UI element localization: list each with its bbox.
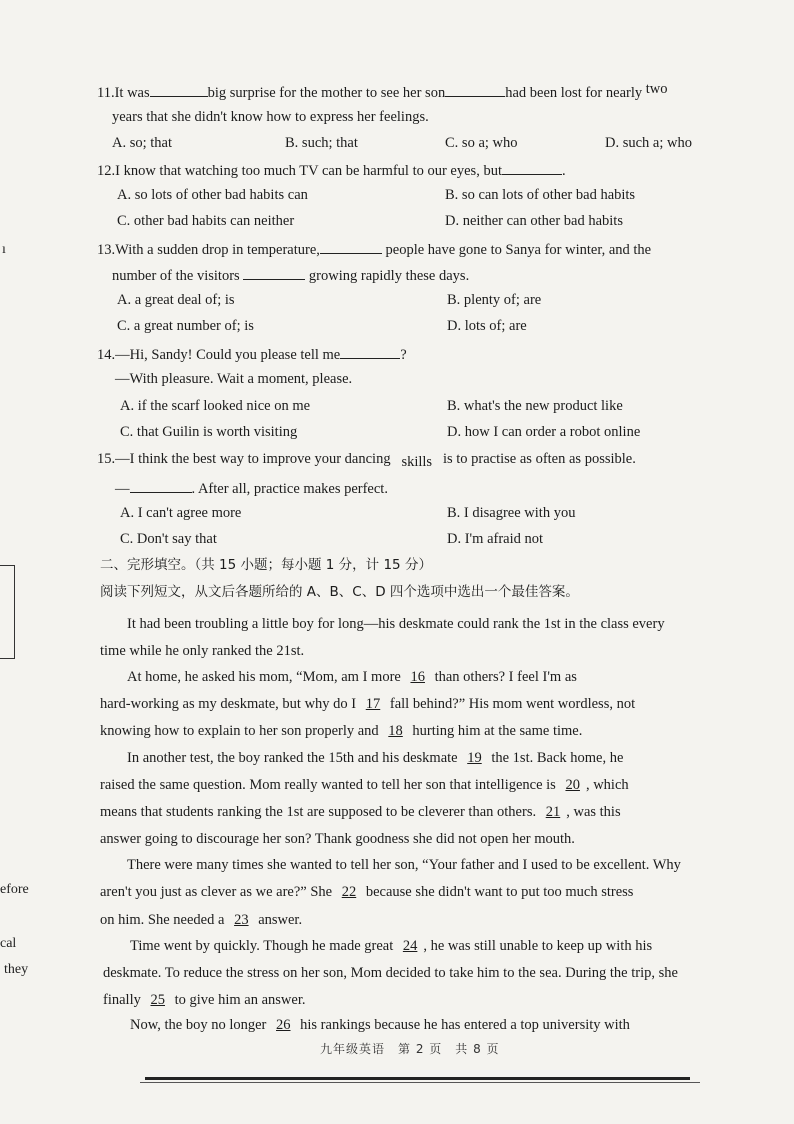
q13-stem-b: people have gone to Sanya for winter, and the xyxy=(385,242,652,258)
q15-reply-b: . After all, practice makes perfect. xyxy=(191,481,388,497)
q13-stem-c: number of the visitors xyxy=(112,268,240,284)
passage-text: , was this xyxy=(566,804,621,820)
passage-text: means that students ranking the 1st are supposed to be cleverer than others. xyxy=(100,804,537,820)
q11-option-b: B. such; that xyxy=(285,135,358,151)
passage-text: Time went by quickly. Though he made great xyxy=(130,938,394,954)
passage-p5-line1 xyxy=(130,939,652,954)
q14-option-a: A. if the scarf looked nice on me xyxy=(120,398,311,414)
q13-stem-a: 13.With a sudden drop in temperature, xyxy=(97,242,320,258)
q11-stem-d: two xyxy=(645,81,668,97)
margin-fragment-cal: cal xyxy=(0,936,17,951)
q14-option-d: D. how I can order a robot online xyxy=(447,424,641,440)
q15-stem-a: 15.—I think the best way to improve your dancing xyxy=(97,451,391,467)
footer-rule-thin xyxy=(140,1082,700,1083)
margin-bracket xyxy=(0,565,15,659)
q14-stem xyxy=(97,346,407,363)
q15-reply xyxy=(115,480,388,497)
q15-stem-b: skills xyxy=(401,454,433,470)
passage-text: raised the same question. Mom really wanted to tell her son that intelligence is xyxy=(100,777,556,793)
q15-option-b: B. I disagree with you xyxy=(447,505,576,521)
cloze-blank-23: 23 xyxy=(234,912,249,928)
cloze-blank-25: 25 xyxy=(150,992,165,1008)
q15-option-c: C. Don't say that xyxy=(120,531,217,547)
q13-option-a: A. a great deal of; is xyxy=(117,292,235,308)
q14-blank xyxy=(340,346,400,359)
passage-p2-line3 xyxy=(100,724,582,739)
q13-option-d: D. lots of; are xyxy=(447,318,527,334)
q14-stem-a: 14.—Hi, Sandy! Could you please tell me xyxy=(97,347,341,363)
q12-option-b: B. so can lots of other bad habits xyxy=(445,187,636,203)
cloze-blank-19: 19 xyxy=(467,750,482,766)
footer-rule xyxy=(145,1077,690,1080)
q12-option-c: C. other bad habits can neither xyxy=(117,213,295,229)
q12-option-d: D. neither can other bad habits xyxy=(445,213,623,229)
section2-instruction: 阅读下列短文，从文后各题所给的 A、B、C、D 四个选项中选出一个最佳答案。 xyxy=(100,584,579,600)
cloze-blank-22: 22 xyxy=(341,884,357,900)
passage-text: the 1st. Back home, he xyxy=(491,750,624,766)
passage-text: , he was still unable to keep up with his xyxy=(423,938,653,954)
q14-option-b: B. what's the new product like xyxy=(447,398,623,414)
cloze-blank-26: 26 xyxy=(276,1017,291,1033)
q15-stem xyxy=(97,451,636,470)
passage-text: hurting him at the same time. xyxy=(412,723,583,739)
q11-stem-a: 11.It was xyxy=(97,85,150,101)
section2-heading: 二、完形填空。（共 15 小题；每小题 1 分，计 15 分） xyxy=(100,557,432,573)
passage-text: finally xyxy=(103,992,141,1008)
q13-line1 xyxy=(97,241,651,258)
q11-option-c: C. so a; who xyxy=(445,135,518,151)
q11-blank-1 xyxy=(150,84,208,97)
q11-line1 xyxy=(97,81,668,101)
q12-blank xyxy=(502,162,562,175)
q14-option-c: C. that Guilin is worth visiting xyxy=(120,424,298,440)
passage-text: fall behind?” His mom went wordless, not xyxy=(389,696,636,712)
q13-line2 xyxy=(112,267,469,284)
margin-fragment-efore: efore xyxy=(0,882,29,897)
passage-p5-line3 xyxy=(103,993,306,1008)
q13-stem-d: growing rapidly these days. xyxy=(308,268,470,284)
passage-text: , which xyxy=(585,777,629,793)
passage-text: his rankings because he has entered a top university with xyxy=(300,1017,630,1033)
q12-stem-a: 12.I know that watching too much TV can be harmful to our eyes, but xyxy=(97,163,502,179)
passage-p3-line2 xyxy=(100,778,629,793)
q15-blank xyxy=(130,480,192,493)
passage-p1-line1: It had been troubling a little boy for long—his deskmate could rank the 1st in the class every xyxy=(127,616,665,632)
q11-blank-2 xyxy=(445,84,505,97)
passage-text: aren't you just as clever as we are?” She xyxy=(100,884,333,900)
cloze-blank-18: 18 xyxy=(388,723,403,739)
page-footer: 九年级英语 第 2 页 共 8 页 xyxy=(320,1042,500,1056)
q11-line2: years that she didn't know how to express her feelings. xyxy=(112,109,429,125)
passage-p3-line1 xyxy=(127,751,623,766)
q15-stem-c: is to practise as often as possible. xyxy=(442,451,636,467)
q11-stem-b: big surprise for the mother to see her son xyxy=(207,85,446,101)
q15-reply-dash: — xyxy=(115,481,130,497)
cloze-blank-21: 21 xyxy=(545,804,561,820)
passage-text: hard-working as my deskmate, but why do I xyxy=(100,696,357,712)
cloze-blank-20: 20 xyxy=(565,777,580,793)
passage-text: At home, he asked his mom, “Mom, am I more xyxy=(127,669,401,685)
passage-text: to give him an answer. xyxy=(174,992,306,1008)
passage-text: In another test, the boy ranked the 15th and his deskmate xyxy=(127,750,458,766)
margin-fragment-they: they xyxy=(4,962,29,977)
q14-stem-b: ? xyxy=(400,347,407,363)
passage-text: because she didn't want to put too much stress xyxy=(365,884,634,900)
passage-p6-line1 xyxy=(130,1018,630,1033)
q11-stem-c: had been lost for nearly xyxy=(505,85,643,101)
q13-option-b: B. plenty of; are xyxy=(447,292,542,308)
q15-option-a: A. I can't agree more xyxy=(120,505,242,521)
passage-text: answer. xyxy=(258,912,303,928)
passage-text: Now, the boy no longer xyxy=(130,1017,267,1033)
cloze-blank-16: 16 xyxy=(410,669,425,685)
passage-p4-line3 xyxy=(100,913,302,928)
q14-reply: —With pleasure. Wait a moment, please. xyxy=(115,371,353,387)
q13-blank-1 xyxy=(320,241,382,254)
q15-option-d: D. I'm afraid not xyxy=(447,531,544,547)
passage-p4-line2 xyxy=(100,885,633,900)
q11-option-a: A. so; that xyxy=(112,135,173,151)
margin-tick: ı xyxy=(2,242,6,257)
q13-blank-2 xyxy=(243,267,305,280)
passage-p1-line2: time while he only ranked the 21st. xyxy=(100,643,305,659)
passage-p3-line3 xyxy=(100,805,621,820)
q13-option-c: C. a great number of; is xyxy=(117,318,254,334)
q12-stem-b: . xyxy=(561,163,566,179)
q12-stem xyxy=(97,162,566,179)
passage-p3-line4: answer going to discourage her son? Thank goodness she did not open her mouth. xyxy=(100,831,575,847)
passage-text: knowing how to explain to her son properly and xyxy=(100,723,379,739)
passage-text: than others? I feel I'm as xyxy=(434,669,577,685)
passage-p4-line1: There were many times she wanted to tell her son, “Your father and I used to be excellent. Why xyxy=(127,857,681,873)
passage-text: on him. She needed a xyxy=(100,912,225,928)
passage-p2-line2 xyxy=(100,697,635,712)
passage-p2-line1 xyxy=(127,670,577,685)
cloze-blank-17: 17 xyxy=(365,696,381,712)
cloze-blank-24: 24 xyxy=(402,938,418,954)
q12-option-a: A. so lots of other bad habits can xyxy=(117,187,308,203)
q11-option-d: D. such a; who xyxy=(605,135,692,151)
passage-p5-line2: deskmate. To reduce the stress on her son, Mom decided to take him to the sea. During the trip, she xyxy=(103,965,678,981)
